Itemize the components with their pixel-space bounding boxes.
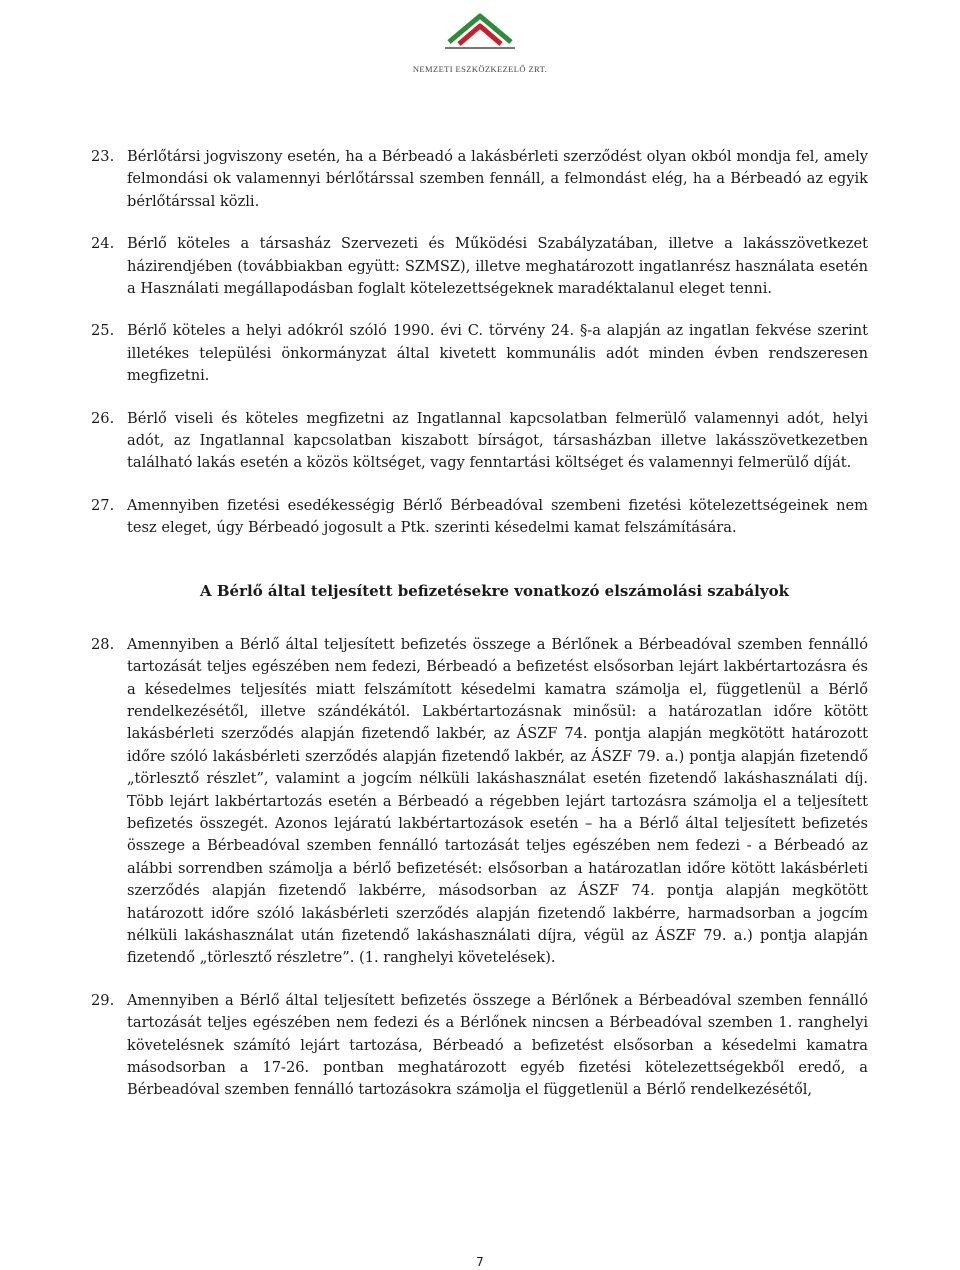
list-item	[91, 320, 868, 387]
item-text: Amennyiben a Bérlő által teljesített befizetés összege a Bérlőnek a Bérbeadóval szemben fennálló tartozását teljes egészében nem fedezi, Bérbeadó a befizetést elsősorban lejárt lakbértartozásra és a késedelmes teljesítés miatt felszámított késedelmi kamatra számolja el, függetlenül a Bérlő rendelkezésétől, illetve szándékától. Lakbértartozásnak minősül: a határozatlan időre kötött lakásbérleti szerződés alapján fizetendő lakbér, az ÁSZF 74. pontja alapján megkötött határozott időre szóló lakásbérleti szerződés alapján fizetendő lakbér, az ÁSZF 79. a.) pontja alapján fizetendő „törlesztő részlet”, valamint a jogcím nélküli lakáshasználat esetén fizetendő lakáshasználati díj. Több lejárt lakbértartozás esetén a Bérbeadó a régebben lejárt tartozásra számolja el a teljesített befizetés összegét. Azonos lejáratú lakbértartozások esetén – ha a Bérlő által teljesített befizetés összege a Bérbeadóval szemben fennálló tartozását teljes egészében nem fedezi - a Bérbeadó az alábbi sorrendben számolja a bérlő befizetését: elsősorban a határozatlan időre kötött lakásbérleti szerződés alapján fizetendő lakbérre, másodsorban az ÁSZF 74. pontja alapján megkötött határozott időre szóló lakásbérleti szerződés alapján fizetendő lakbérre, harmadsorban a jogcím nélküli lakáshasználat után fizetendő lakáshasználati díjra, végül az ÁSZF 79. a.) pontja alapján fizetendő „törlesztő részletre”. (1. ranghelyi követelések).	[127, 635, 868, 967]
company-logo	[405, 4, 555, 82]
list-item	[91, 990, 868, 1102]
list-item	[91, 634, 868, 970]
item-text: Amennyiben fizetési esedékességig Bérlő Bérbeadóval szembeni fizetési kötelezettségeinek nem tesz eleget, úgy Bérbeadó jogosult a Ptk. szerinti késedelmi kamat felszámítására.	[127, 496, 868, 537]
house-roof-logo-icon	[435, 4, 525, 64]
item-number: 29.	[91, 991, 115, 1009]
section-heading: A Bérlő által teljesített befizetésekre vonatkozó elszámolási szabályok	[200, 581, 789, 600]
item-text: Bérlőtársi jogviszony esetén, ha a Bérbeadó a lakásbérleti szerződést olyan okból mondja fel, amely felmondási ok valamennyi bérlőtárssal szemben fennáll, a felmondást elég, ha a Bérbeadó az egyik bérlőtárssal közli.	[127, 148, 868, 210]
item-number: 23.	[91, 148, 115, 165]
item-number: 26.	[91, 409, 115, 427]
list-item	[91, 495, 868, 540]
list-item	[91, 233, 868, 300]
item-number: 24.	[91, 235, 115, 253]
item-text: Bérlő köteles a helyi adókról szóló 1990. évi C. törvény 24. §-a alapján az ingatlan fekvése szerint illetékes települési önkormányzat által kivetett kommunális adót minden évben rendszeresen megfizetni.	[127, 322, 868, 385]
item-text: Bérlő köteles a társasház Szervezeti és Működési Szabályzatában, illetve a lakásszövetkezet házirendjében (továbbiakban együtt: SZMSZ), illetve meghatározott ingatlanrész használata esetén a Használati megállapodásban foglalt kötelezettségeknek maradéktalanul eleget tenni.	[127, 235, 868, 298]
list-item	[91, 408, 868, 475]
item-text: Bérlő viseli és köteles megfizetni az Ingatlannal kapcsolatban felmerülő valamennyi adót, helyi adót, az Ingatlannal kapcsolatban kiszabott bírságot, társasházban illetve lakásszövetkezetben található lakás esetén a közös költséget, vagy fenntartási költséget és valamennyi felmerülő díját.	[127, 409, 868, 472]
item-text: Amennyiben a Bérlő által teljesített befizetés összege a Bérlőnek a Bérbeadóval szemben fennálló tartozását teljes egészében nem fedezi és a Bérlőnek nincsen a Bérbeadóval szemben 1. ranghelyi követelésnek számító lejárt tartozása, Bérbeadó a befizetést elsősorban a késedelmi kamatra másodsorban a 17-26. pontban meghatározott egyéb fizetési kötelezettségekből eredő, a Bérbeadóval szemben fennálló tartozásokra számolja el függetlenül a Bérlő rendelkezésétől,	[127, 991, 868, 1099]
list-item	[91, 146, 868, 213]
item-number: 27.	[91, 496, 115, 514]
document-body	[91, 146, 868, 1122]
logo-text: NEMZETI ESZKÖZKEZELŐ ZRT.	[412, 64, 548, 74]
page-number: 7	[476, 1255, 484, 1269]
item-number: 25.	[91, 322, 115, 340]
item-number: 28.	[91, 635, 115, 653]
